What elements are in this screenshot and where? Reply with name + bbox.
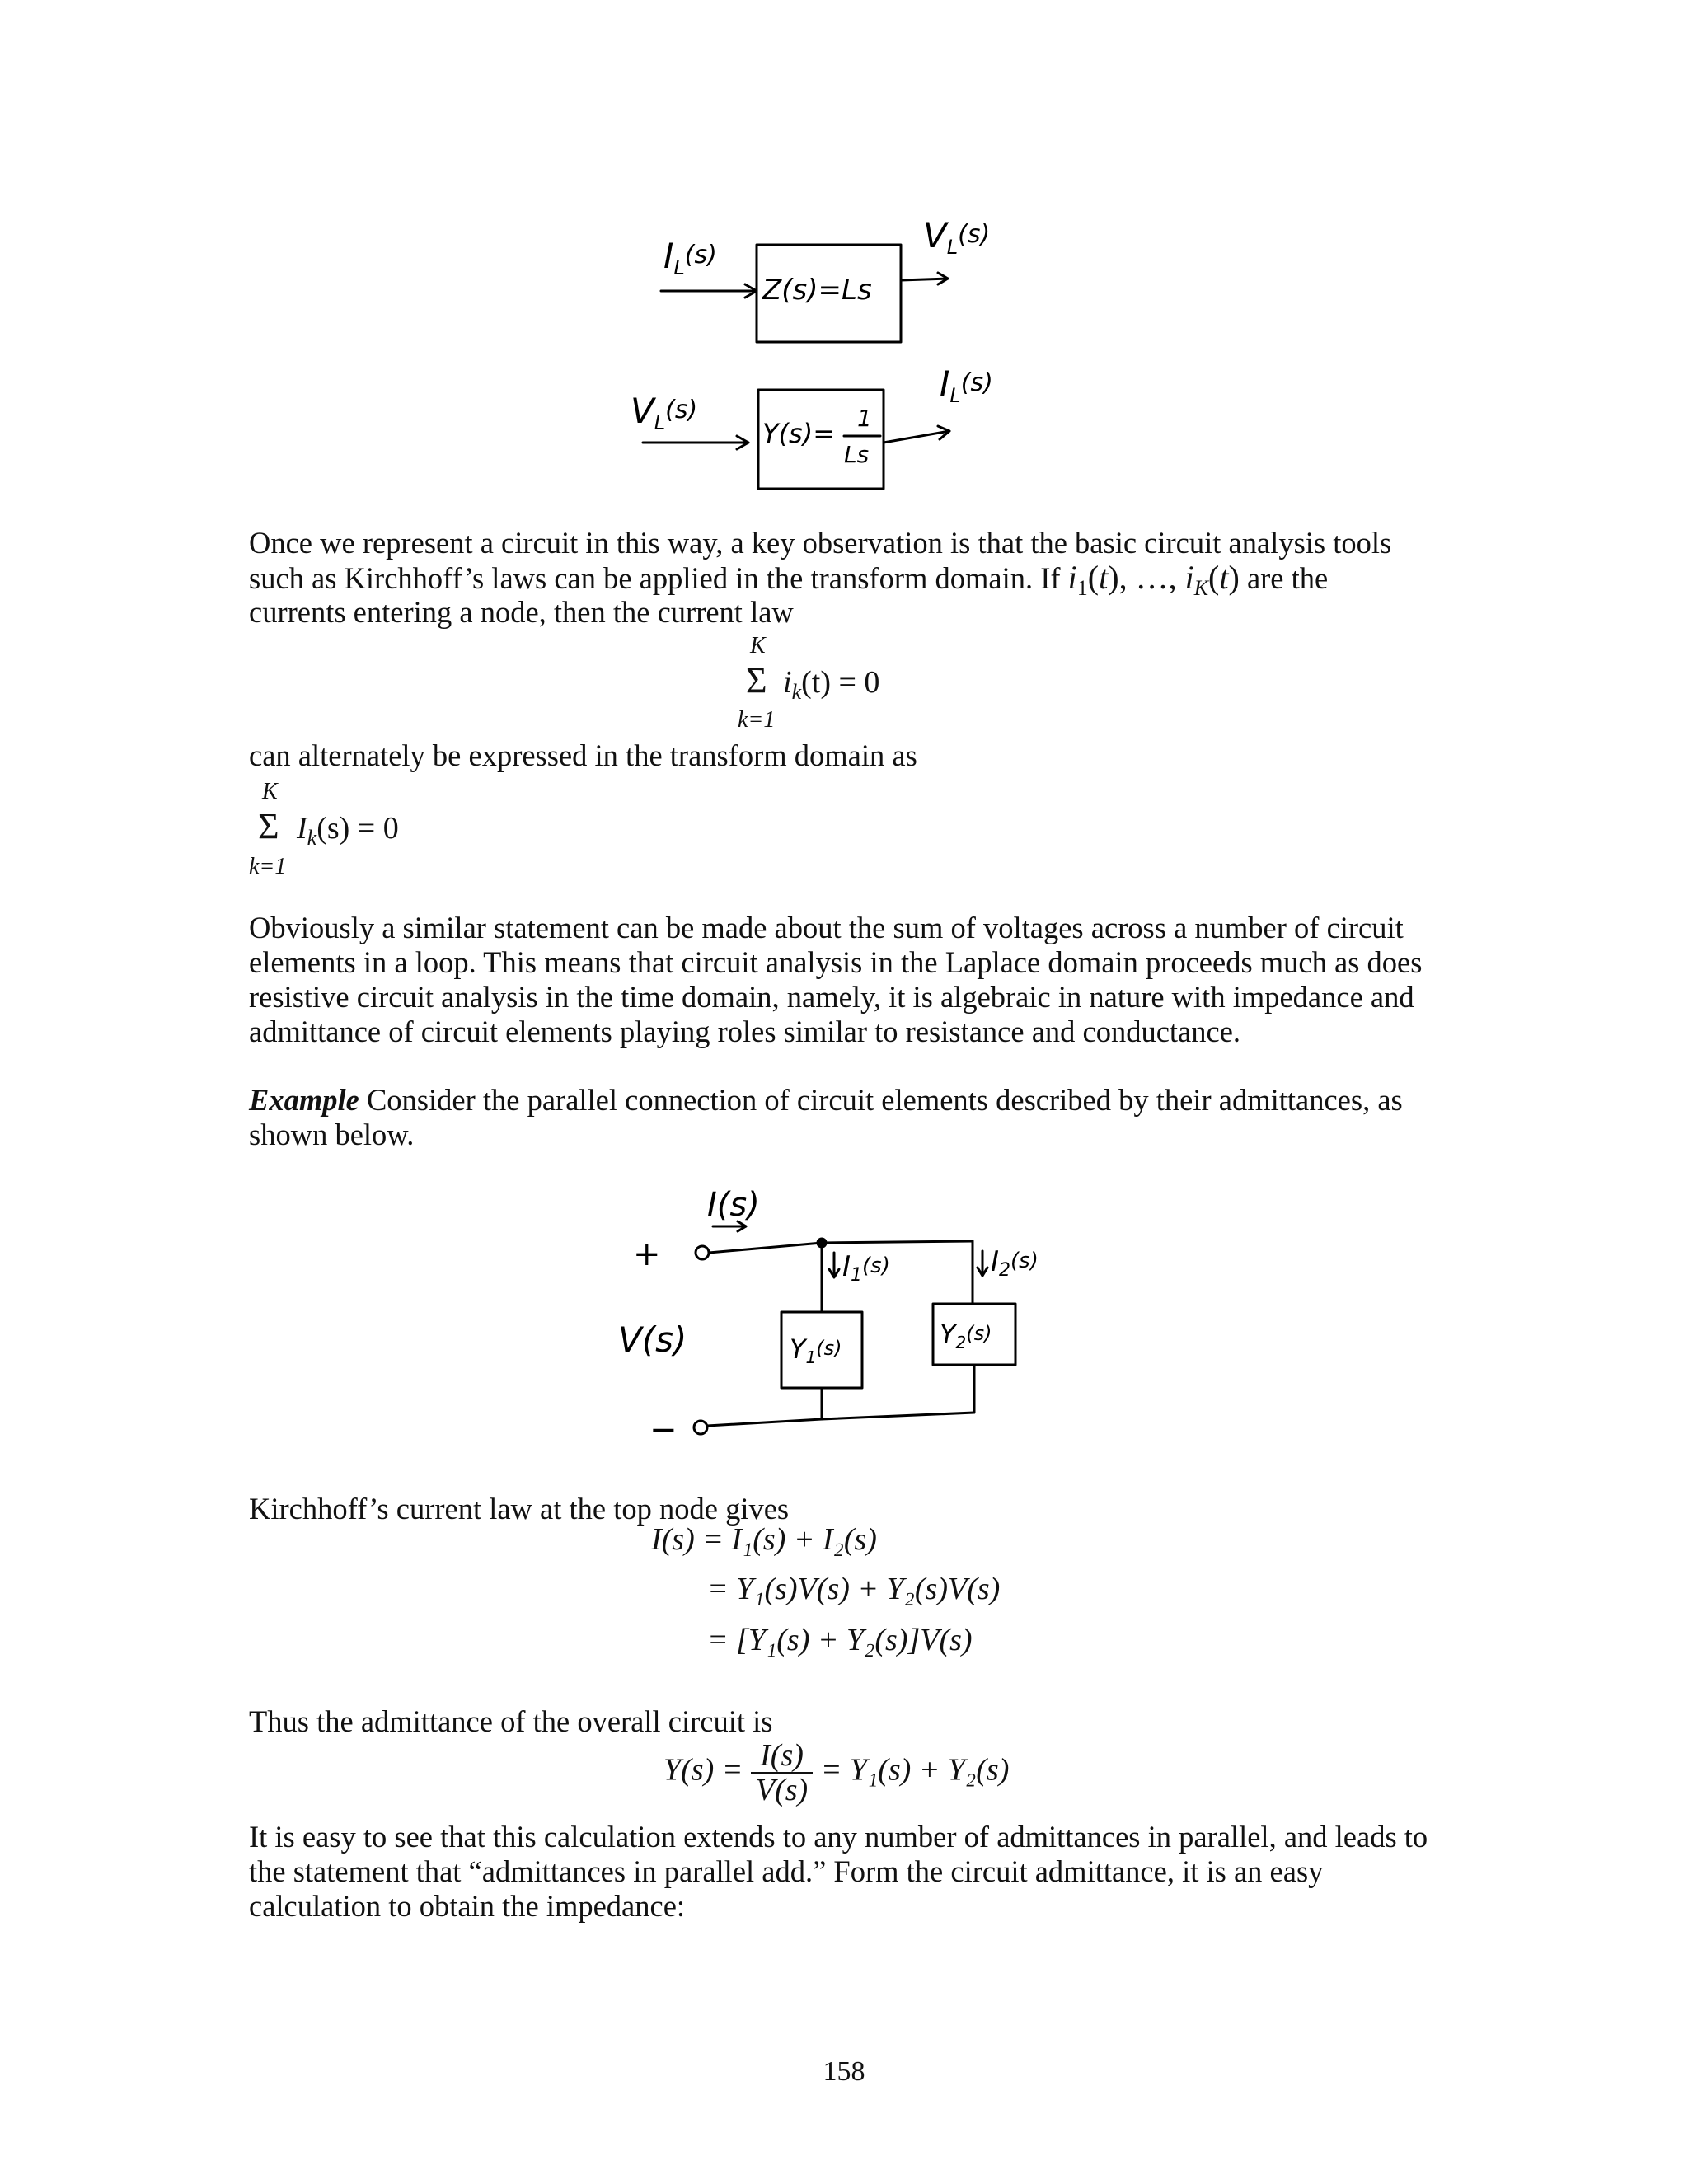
example-text: Consider the parallel connection of circuit elements described by their admittances, as shown below.: [249, 1083, 1403, 1151]
admittance-1-label: Y1$^{(s)}$: [790, 1333, 842, 1367]
plus-terminal-label: +: [633, 1235, 661, 1273]
branch-1-current-label: I1$^{(s)}$: [842, 1250, 890, 1286]
paragraph-2: can alternately be expressed in the transform domain as: [249, 738, 917, 772]
admittance-2-label: Y2$^{(s)}$: [940, 1319, 992, 1352]
bottom-box-numerator: 1: [857, 405, 872, 432]
sum-lower-limit: k=1: [249, 854, 287, 879]
example-label: Example: [249, 1083, 359, 1117]
kcl-line-3: = [Y₁(s) + Y₂(s)]V(s): [707, 1623, 973, 1657]
paragraph-1-line-1: Once we represent a circuit in this way, a key observation is that the basic circuit analysis tools: [249, 526, 1392, 560]
sigma-symbol: Σ: [258, 806, 279, 846]
parallel-circuit-diagram: [610, 1179, 1137, 1459]
bottom-terminal: [694, 1421, 707, 1434]
sum-upper-limit: K: [750, 633, 766, 658]
sum-lower-limit: k=1: [738, 707, 776, 733]
bottom-box-label: Y(s)=: [762, 418, 835, 449]
top-wire: [709, 1241, 973, 1253]
kcl-line-1: I(s) = I₁(s) + I₂(s): [651, 1522, 877, 1557]
paragraph-1-line-3: currents entering a node, then the current law: [249, 595, 794, 629]
bottom-output-arrow: [884, 431, 950, 443]
top-output-arrow: [901, 279, 948, 280]
paragraph-3: Obviously a similar statement can be made about the sum of voltages across a number of circuit elements in a loop. This means that circuit analysis in the Laplace domain proceeds much as does resistive circuit analysis in the time domain, namely, it is algebraic in nature with impedance and admittance of circuit elements playing roles similar to resistance and conductance.: [249, 911, 1423, 1048]
fraction-numerator: I(s): [751, 1739, 813, 1774]
paragraph-1-line-2-text: such as Kirchhoff’s laws can be applied in the transform domain. If: [249, 561, 1068, 595]
fraction-denominator: V(s): [755, 1773, 809, 1807]
paragraph-1-line-2-tail: are the: [1239, 561, 1329, 595]
top-input-label: IL$^{(s)}$: [663, 236, 717, 279]
admittance-equation: [663, 1739, 1009, 1807]
top-terminal: [696, 1246, 709, 1259]
top-output-label: VL$^{(s)}$: [923, 215, 991, 259]
bottom-wire: [707, 1413, 974, 1426]
top-box-label: Z(s)=Ls: [762, 274, 872, 307]
minus-terminal-label: −: [649, 1411, 678, 1449]
current-list-formula: $i_1(t)$, …, $i_K(t)$: [1067, 559, 1240, 600]
paragraph-5: Kirchhoff’s current law at the top node gives: [249, 1492, 790, 1526]
total-current-label: I(s): [707, 1186, 760, 1224]
sum-body: $i_k(t) = 0$: [783, 665, 880, 704]
kcl-line-2: = Y₁(s)V(s) + Y₂(s)V(s): [707, 1572, 1001, 1606]
admittance-fraction: [751, 1739, 813, 1807]
sum-body: $I_k(s) = 0$: [297, 811, 399, 850]
admittance-rhs: = Y₁(s) + Y₂(s): [820, 1752, 1010, 1788]
bottom-box-denominator: Ls: [844, 441, 870, 468]
voltage-label: V(s): [618, 1319, 687, 1360]
branch-2-current-label: I2$^{(s)}$: [991, 1245, 1039, 1281]
page-number: 158: [823, 2056, 865, 2087]
paragraph-6: Thus the admittance of the overall circuit is: [249, 1704, 773, 1738]
admittance-lhs: Y(s) =: [663, 1752, 743, 1788]
sigma-symbol: Σ: [746, 660, 767, 701]
paragraph-7: It is easy to see that this calculation extends to any number of admittances in parallel, and leads to the statement that “admittances in parallel add.” Form the circuit admittance, it is an easy calculation to obtain the impedance:: [249, 1820, 1428, 1923]
inductor-block-diagram: [610, 210, 1071, 507]
bottom-output-label: IL$^{(s)}$: [940, 363, 993, 407]
sum-upper-limit: K: [262, 779, 278, 804]
paragraph-example: [249, 1083, 1452, 1152]
bottom-input-label: VL$^{(s)}$: [631, 391, 698, 434]
